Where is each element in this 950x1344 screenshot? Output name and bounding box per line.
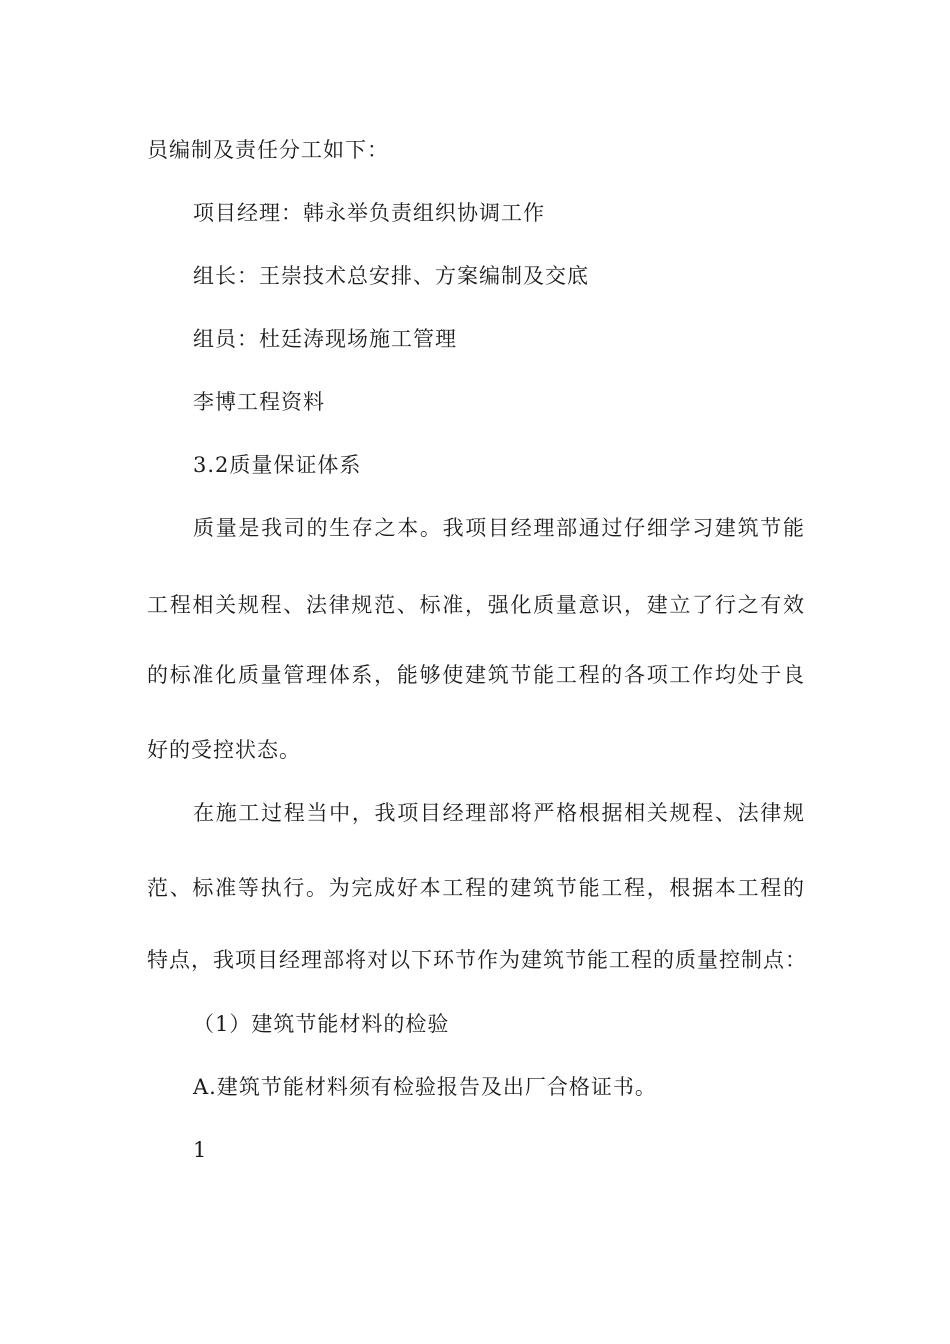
paragraph-line: 工程相关规程、法律规范、标准，强化质量意识，建立了行之有效 [147, 593, 805, 617]
paragraph-line: 在施工过程当中，我项目经理部将严格根据相关规程、法律规 [193, 801, 805, 825]
paragraph-line: 的标准化质量管理体系，能够使建筑节能工程的各项工作均处于良 [147, 663, 805, 687]
paragraph-line: 范、标准等执行。为完成好本工程的建筑节能工程，根据本工程的 [147, 876, 805, 900]
text-line: 组长：王崇技术总安排、方案编制及交底 [193, 264, 589, 288]
text-line: 李博工程资料 [193, 390, 325, 414]
list-item: A.建筑节能材料须有检验报告及出厂合格证书。 [193, 1075, 657, 1099]
paragraph-line: 特点，我项目经理部将对以下环节作为建筑节能工程的质量控制点： [147, 948, 807, 972]
paragraph-line: 质量是我司的生存之本。我项目经理部通过仔细学习建筑节能 [193, 516, 805, 540]
section-heading: 3.2质量保证体系 [193, 453, 362, 477]
list-item: （1）建筑节能材料的检验 [193, 1012, 450, 1036]
text-line: 项目经理：韩永举负责组织协调工作 [193, 201, 545, 225]
text-line: 组员：杜廷涛现场施工管理 [193, 327, 457, 351]
paragraph-line: 好的受控状态。 [147, 738, 301, 762]
page-number: 1 [193, 1138, 208, 1162]
text-line: 员编制及责任分工如下： [147, 138, 389, 162]
